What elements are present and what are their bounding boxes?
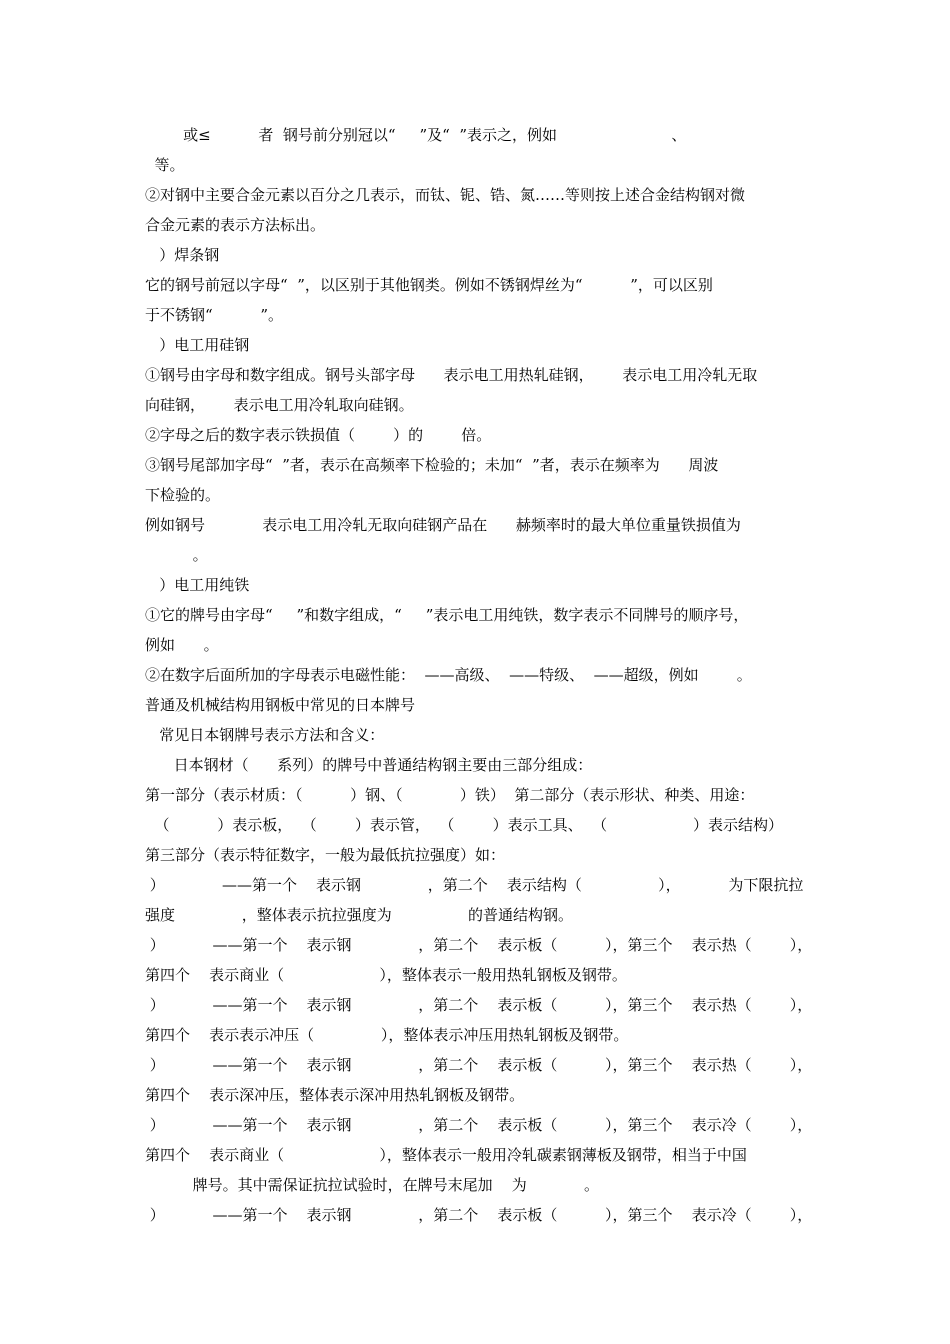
text-line: 合金元素的表示方法标出。 <box>145 216 326 234</box>
text-line: ） ——第一个 表示钢 ，第二个 表示板（ ），第三个 表示热（ ）， <box>145 1056 813 1074</box>
section-heading: ）焊条钢 <box>145 246 220 264</box>
text-line: ②字母之后的数字表示铁损值（ ）的 倍。 <box>145 426 492 444</box>
text-line: 它的钢号前冠以字母“ ”，以区别于其他钢类。例如不锈钢焊丝为“ ”，可以区别 <box>145 276 713 294</box>
section-heading: 普通及机械结构用钢板中常见的日本牌号 <box>145 696 416 714</box>
text-line: ） ——第一个 表示钢 ，第二个 表示板（ ），第三个 表示冷（ ）， <box>145 1206 813 1224</box>
text-line: 第三部分（表示特征数字，一般为最低抗拉强度）如： <box>145 846 506 864</box>
text-line: 第四个 表示表示冲压（ ），整体表示冲压用热轧钢板及钢带。 <box>145 1026 629 1044</box>
text-line: ） ——第一个 表示钢 ，第二个 表示板（ ），第三个 表示热（ ）， <box>145 996 813 1014</box>
text-line: ） ——第一个 表示钢 ，第二个 表示板（ ），第三个 表示冷（ ）， <box>145 1116 813 1134</box>
text-line: ②对钢中主要合金元素以百分之几表示，而钛、铌、锆、氮……等则按上述合金结构钢对微 <box>145 186 746 204</box>
text-line: ②在数字后面所加的字母表示电磁性能： ——高级、 ——特级、 ——超级，例如 。 <box>145 666 752 684</box>
text-line: 常见日本钢牌号表示方法和含义： <box>145 726 385 744</box>
text-line: （ ）表示板， （ ）表示管， （ ）表示工具、 （ ）表示结构） <box>145 816 783 834</box>
text-line: 日本钢材（ 系列）的牌号中普通结构钢主要由三部分组成： <box>145 756 593 774</box>
text-line: 例如钢号 表示电工用冷轧无取向硅钢产品在 赫频率时的最大单位重量铁损值为 <box>145 516 741 534</box>
text-line: ①钢号由字母和数字组成。钢号头部字母 表示电工用热轧硅钢， 表示电工用冷轧无取 <box>145 366 758 384</box>
text-line: 等。 <box>145 156 185 174</box>
text-line: 。 <box>145 546 208 564</box>
text-line: 第四个 表示深冲压，整体表示深冲用热轧钢板及钢带。 <box>145 1086 525 1104</box>
text-line: 或≤ 者 钢号前分别冠以“ ”及“ ”表示之，例如 、 <box>145 126 687 144</box>
text-line: 第一部分（表示材质：（ ）钢、（ ）铁） 第二部分（表示形状、种类、用途： <box>145 786 755 804</box>
text-line: 第四个 表示商业（ ），整体表示一般用热轧钢板及钢带。 <box>145 966 627 984</box>
text-line: 牌号。其中需保证抗拉试验时，在牌号末尾加 为 。 <box>145 1176 599 1194</box>
text-line: 向硅钢， 表示电工用冷轧取向硅钢。 <box>145 396 414 414</box>
text-line: 下检验的。 <box>145 486 221 504</box>
text-line: ） ——第一个 表示钢 ，第二个 表示板（ ），第三个 表示热（ ）， <box>145 936 813 954</box>
section-heading: ）电工用硅钢 <box>145 336 250 354</box>
text-line: 第四个 表示商业（ ），整体表示一般用冷轧碳素钢薄板及钢带，相当于中国 <box>145 1146 747 1164</box>
text-line: 例如 。 <box>145 636 219 654</box>
text-line: 强度 ，整体表示抗拉强度为 的普通结构钢。 <box>145 906 574 924</box>
text-line: ①它的牌号由字母“ ”和数字组成，“ ”表示电工用纯铁，数字表示不同牌号的顺序号， <box>145 606 749 624</box>
text-line: 于不锈钢“ ”。 <box>145 306 284 324</box>
text-line: ③钢号尾部加字母“ ”者，表示在高频率下检验的；未加“ ”者，表示在频率为 周波 <box>145 456 719 474</box>
text-line: ） ——第一个 表示钢 ，第二个 表示结构（ ）， 为下限抗拉 <box>145 876 804 894</box>
section-heading: ）电工用纯铁 <box>145 576 250 594</box>
